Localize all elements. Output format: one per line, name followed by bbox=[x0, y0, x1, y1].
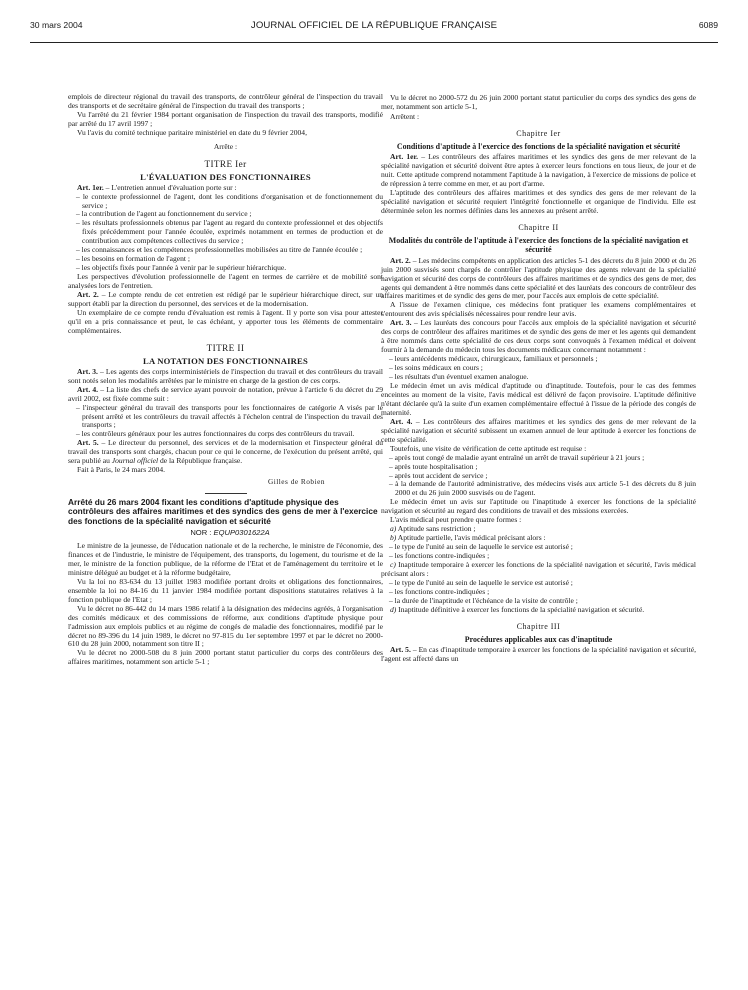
article-text: – Les médecins compétents en application des articles 5-1 des décrets du 8 juin 2000 et du 26 juin 2000 susvisés sont chargés de contrôler l'aptitude physique des agents relevant de la spécialité navigation et sécurité des corps de contrôleurs des affaires maritimes et de syndics des gens de mer, des agents qui demandent à être nommés dans cette spécialité et des lauréats des concours de contrôleur des affaires maritimes et de syndic des gens de mer, pour l'accès aux emplois de cette spécialité. bbox=[381, 255, 697, 301]
list-item: – les soins médicaux en cours ; bbox=[381, 364, 696, 373]
titre-heading: TITRE II bbox=[206, 342, 245, 353]
option-letter: c) bbox=[390, 560, 396, 570]
list-item: – les connaissances et les compétences professionnelles mobilisées au titre de l'année écoulée ; bbox=[68, 246, 383, 255]
list-item: – les résultats professionnels obtenus par l'agent au regard du contexte professionnel et des objectifs fixés précédemment pour l'année écoulée, exprimés notamment en termes de production et de contribution aux compétences collectives du service ; bbox=[68, 219, 383, 246]
article-text: de la République française. bbox=[158, 456, 243, 466]
chapter-name: Procédures applicables aux cas d'inaptitude bbox=[464, 634, 613, 644]
option-text: Inaptitude temporaire à exercer les fonctions de la spécialité navigation et sécurité, l'avis médical précisant alors : bbox=[381, 560, 696, 579]
option-letter: d) bbox=[390, 604, 397, 614]
journal-name: Journal officiel bbox=[111, 456, 159, 466]
list-item: – après toute hospitalisation ; bbox=[381, 463, 696, 472]
fait-line: Fait à Paris, le 24 mars 2004. bbox=[77, 465, 166, 475]
left-column bbox=[68, 93, 383, 667]
chapter-heading: Chapitre II bbox=[518, 222, 559, 232]
arrete-label: Arrêtent : bbox=[390, 111, 420, 121]
titre-name: LA NOTATION DES FONCTIONNAIRES bbox=[143, 355, 308, 366]
list-item: – l'inspecteur général du travail des transports pour les fonctionnaires de catégorie A visés par le présent arrêté et les contrôleurs du travail affectés à l'échelon central de l'inspection du travail des transports ; bbox=[68, 404, 383, 431]
article-text: – Les agents des corps interministériels de l'inspection du travail et des contrôleurs du travail sont notés selon les modalités arrêtées par le ministre en charge de la gestion de ces corps. bbox=[68, 366, 384, 385]
intro-paragraph: emplois de directeur régional du travail des transports, de contrôleur général de l'inspection du travail des transports et de secrétaire général de l'inspection du travail des transports ; bbox=[68, 92, 383, 110]
list-item: – le contexte professionnel de l'agent, dont les conditions d'organisation et de fonctionnement du service ; bbox=[68, 193, 383, 211]
option-text: Aptitude sans restriction ; bbox=[396, 524, 476, 534]
list-item: – à la demande de l'autorité administrative, des médecins visés aux article 5-1 des décrets du 8 juin 2000 et du 26 juin 2000 susvisés ou de l'agent. bbox=[381, 480, 696, 498]
article-number: Art. 1er. bbox=[77, 182, 104, 192]
article-number: Art. 4. bbox=[77, 384, 99, 394]
article-text: – Le directeur du personnel, des services et de la modernisation et l'inspecteur général du travail des transports sont chargés, chacun pour ce qui le concerne, de l'exécution du présent arrêté, qui sera publié au bbox=[68, 438, 383, 466]
list-item: – les contrôleurs généraux pour les autres fonctionnaires du corps des contrôleurs du travail. bbox=[68, 430, 383, 439]
option-letter: b) bbox=[390, 533, 397, 543]
chapter-heading: Chapitre III bbox=[516, 621, 561, 631]
article-list bbox=[68, 404, 383, 440]
body-paragraph: A l'issue de l'examen clinique, ces médecins font pratiquer les examens complémentaires et s'entourent des avis spécialisés nécessaires pour rendre leur avis. bbox=[381, 300, 696, 319]
list-item: – les fonctions contre-indiquées ; bbox=[381, 588, 696, 597]
list-item: – les objectifs fixés pour l'année à venir par le supérieur hiérarchique. bbox=[68, 264, 383, 273]
list-item: – le type de l'unité au sein de laquelle le service est autorisé ; bbox=[381, 579, 696, 588]
option-letter: a) bbox=[390, 524, 397, 534]
list-item: – les besoins en formation de l'agent ; bbox=[68, 255, 383, 264]
body-paragraph: Toutefois, une visite de vérification de cette aptitude est requise : bbox=[390, 443, 587, 453]
article-list bbox=[381, 355, 696, 382]
article-paragraph bbox=[381, 153, 696, 189]
article-paragraph bbox=[68, 368, 383, 386]
body-paragraph: L'avis médical peut prendre quatre formes : bbox=[390, 515, 522, 525]
article-number: Art. 4. bbox=[390, 416, 413, 426]
list-item: – les fonctions contre-indiquées ; bbox=[381, 552, 696, 561]
article-paragraph bbox=[68, 386, 383, 404]
article-list bbox=[381, 454, 696, 499]
body-paragraph: Le ministre de la jeunesse, de l'éducation nationale et de la recherche, le ministre de l'économie, des finances et de l'industrie, le ministre de l'équipement, des transports, du logement, du tourisme et de la mer, le ministre de la fonction publique, de la réforme de l'Etat et de l'aménagement du territoire et le ministre délégué au budget et à la réforme budgétaire, bbox=[68, 540, 383, 577]
separator-rule bbox=[205, 493, 247, 494]
header-journal-title: JOURNAL OFFICIEL DE LA RÉPUBLIQUE FRANÇAISE bbox=[250, 20, 498, 31]
body-paragraph: Le médecin émet un avis sur l'aptitude ou l'inaptitude à exercer les fonctions de la spécialité navigation et sécurité au regard des conditions de travail et des missions exercées. bbox=[381, 497, 696, 516]
list-item: – le type de l'unité au sein de laquelle le service est autorisé ; bbox=[381, 543, 696, 552]
intro-paragraph: Vu l'arrêté du 21 février 1984 portant organisation de l'inspection du travail des transports, modifié par arrêté du 17 avril 1997 ; bbox=[68, 109, 383, 128]
list-item: – la contribution de l'agent au fonctionnement du service ; bbox=[68, 210, 383, 219]
article-number: Art. 5. bbox=[77, 438, 99, 448]
chapter-name: Conditions d'aptitude à l'exercice des fonctions de la spécialité navigation et sécurité bbox=[396, 141, 681, 151]
article-text: – L'entretien annuel d'évaluation porte sur : bbox=[103, 182, 237, 192]
chapter-name: Modalités du contrôle de l'aptitude à l'exercice des fonctions de la spécialité navigation et sécurité bbox=[388, 235, 689, 255]
body-paragraph: Les perspectives d'évolution professionnelle de l'agent en termes de carrière et de mobilité sont analysées lors de l'entretien. bbox=[68, 272, 383, 291]
article-paragraph bbox=[381, 257, 696, 302]
article-paragraph bbox=[68, 439, 383, 466]
signature: Gilles de Robien bbox=[267, 477, 325, 487]
article-number: Art. 1er. bbox=[390, 152, 419, 162]
titre-heading: TITRE Ier bbox=[204, 158, 247, 169]
nor-code: EQUP0301622A bbox=[213, 528, 270, 538]
article-text: – En cas d'inaptitude temporaire à exercer les fonctions de la spécialité navigation et sécurité, l'agent est affecté dans un bbox=[381, 645, 696, 664]
header-page-number: 6089 bbox=[698, 20, 718, 30]
article-number: Art. 2. bbox=[390, 255, 411, 265]
avis-option bbox=[381, 561, 696, 579]
list-item: – la durée de l'inaptitude et l'échéance de la visite de contrôle ; bbox=[381, 597, 696, 606]
article-number: Art. 3. bbox=[77, 366, 98, 376]
intro-paragraph: Vu l'avis du comité technique paritaire ministériel en date du 9 février 2004, bbox=[77, 127, 307, 137]
article-list bbox=[68, 193, 383, 274]
option-text: Aptitude partielle, l'avis médical précisant alors : bbox=[396, 533, 546, 543]
article-text: – Les lauréats des concours pour l'accès aux emplois de la spécialité navigation et sécurité des corps de contrôleur des affaires maritimes et de syndic des gens de mer et les agents qui demandent à être nommés dans cette spécialité de ces deux corps sont convoqués à l'examen médical et doivent fournir à la demande du médecin tous les documents médicaux concernant notamment : bbox=[381, 318, 696, 355]
article-number: Art. 5. bbox=[390, 645, 411, 655]
body-paragraph: Vu le décret no 2000-508 du 8 juin 2000 portant statut particulier du corps des contrôleurs des affaires maritimes, notamment son article 5-1 ; bbox=[68, 648, 383, 667]
article-list bbox=[381, 543, 696, 561]
nor-reference bbox=[68, 529, 383, 538]
arrete-title: Arrêté du 26 mars 2004 fixant les conditions d'aptitude physique des contrôleurs des affaires maritimes et des syndics des gens de mer à l'exercice des fonctions de la spécialité navigation et sécurité bbox=[68, 497, 378, 526]
article-number: Art. 3. bbox=[390, 318, 412, 328]
body-paragraph: L'aptitude des contrôleurs des affaires maritimes et des syndics des gens de mer relevant de la spécialité navigation et sécurité requiert l'intégrité fonctionnelle et organique de l'individu. Elle est déterminée selon les normes définies dans les annexes au présent arrêté. bbox=[381, 188, 696, 215]
article-paragraph bbox=[381, 418, 696, 445]
article-number: Art. 2. bbox=[77, 290, 99, 300]
page-header bbox=[30, 14, 718, 43]
avis-option bbox=[381, 606, 696, 615]
list-item: – après tout accident de service ; bbox=[381, 472, 696, 481]
body-paragraph: Le médecin émet un avis médical d'aptitude ou d'inaptitude. Toutefois, pour le cas des femmes enceintes au moment de la visite, l'avis médical est délivré de façon provisoire. L'aptitude définitive n'étant déclarée qu'à la suite d'un examen complémentaire effectué à l'issue de la période des congés de maternité. bbox=[381, 381, 696, 417]
body-paragraph: Vu le décret no 2000-572 du 26 juin 2000 portant statut particulier du corps des syndics des gens de mer, notamment son article 5-1, bbox=[381, 93, 696, 111]
list-item: – les résultats d'un éventuel examen analogue. bbox=[381, 373, 696, 382]
body-paragraph: Vu la loi no 83-634 du 13 juillet 1983 modifiée portant droits et obligations des fonctionnaires, ensemble la loi no 84-16 du 11 janvier 1984 modifiée portant dispositions statutaires relatives à la fonction publique de l'Etat ; bbox=[68, 576, 383, 604]
option-text: Inaptitude définitive à exercer les fonctions de la spécialité navigation et sécurité. bbox=[396, 604, 645, 614]
article-text: – Les contrôleurs des affaires maritimes et les syndics des gens de mer relevant de la spécialité navigation et sécurité subissent un examen annuel de leur aptitude à exercer les fonctions de cette spécialité. bbox=[381, 416, 696, 444]
article-text: – La liste des chefs de service ayant pouvoir de notation, prévue à l'article 6 du décret du 29 avril 2002, est fixée comme suit : bbox=[68, 384, 383, 403]
article-paragraph bbox=[381, 646, 696, 664]
header-date: 30 mars 2004 bbox=[30, 20, 83, 30]
chapter-heading: Chapitre Ier bbox=[516, 128, 561, 138]
article-text: – Le compte rendu de cet entretien est rédigé par le supérieur hiérarchique direct, sur un support établi par la direction du personnel, des services et de la modernisation. bbox=[68, 290, 384, 309]
article-paragraph bbox=[68, 291, 383, 309]
arrete-label: Arrête : bbox=[213, 141, 238, 151]
nor-label: NOR : bbox=[190, 528, 214, 538]
article-paragraph bbox=[381, 319, 696, 355]
article-text: – Les contrôleurs des affaires maritimes et les syndics des gens de mer relevant de la spécialité navigation et sécurité doivent être aptes à exercer leurs fonctions en tous lieux, de jour et de nuit. Cette aptitude comprend notamment l'aptitude à la navigation, à l'exercice de missions de police et de répression à terre comme en mer, et au port d'arme. bbox=[381, 152, 696, 189]
body-paragraph: Vu le décret no 86-442 du 14 mars 1986 relatif à la désignation des médecins agréés, à l'organisation des comités médicaux et des commissions de réforme, aux conditions d'aptitude physique pour l'admission aux emplois publics et au régime de congés de maladie des fonctionnaires, modifié par le décret no 89-396 du 14 juin 1989, le décret no 97-815 du 1er septembre 1997 et par le décret no 2000-610 du 28 juin 2000, notamment son titre II ; bbox=[68, 603, 383, 649]
right-column bbox=[381, 94, 696, 664]
body-paragraph: Un exemplaire de ce compte rendu d'évaluation est remis à l'agent. Il y porte son visa pour attester qu'il en a pris connaissance et peut, le cas échéant, y apporter tous les éléments de commentaire complémentaires. bbox=[68, 307, 383, 335]
list-item: – leurs antécédents médicaux, chirurgicaux, familiaux et personnels ; bbox=[381, 355, 696, 364]
article-list bbox=[381, 579, 696, 606]
list-item: – après tout congé de maladie ayant entraîné un arrêt de travail supérieur à 21 jours ; bbox=[381, 454, 696, 463]
titre-name: L'ÉVALUATION DES FONCTIONNAIRES bbox=[140, 171, 311, 182]
